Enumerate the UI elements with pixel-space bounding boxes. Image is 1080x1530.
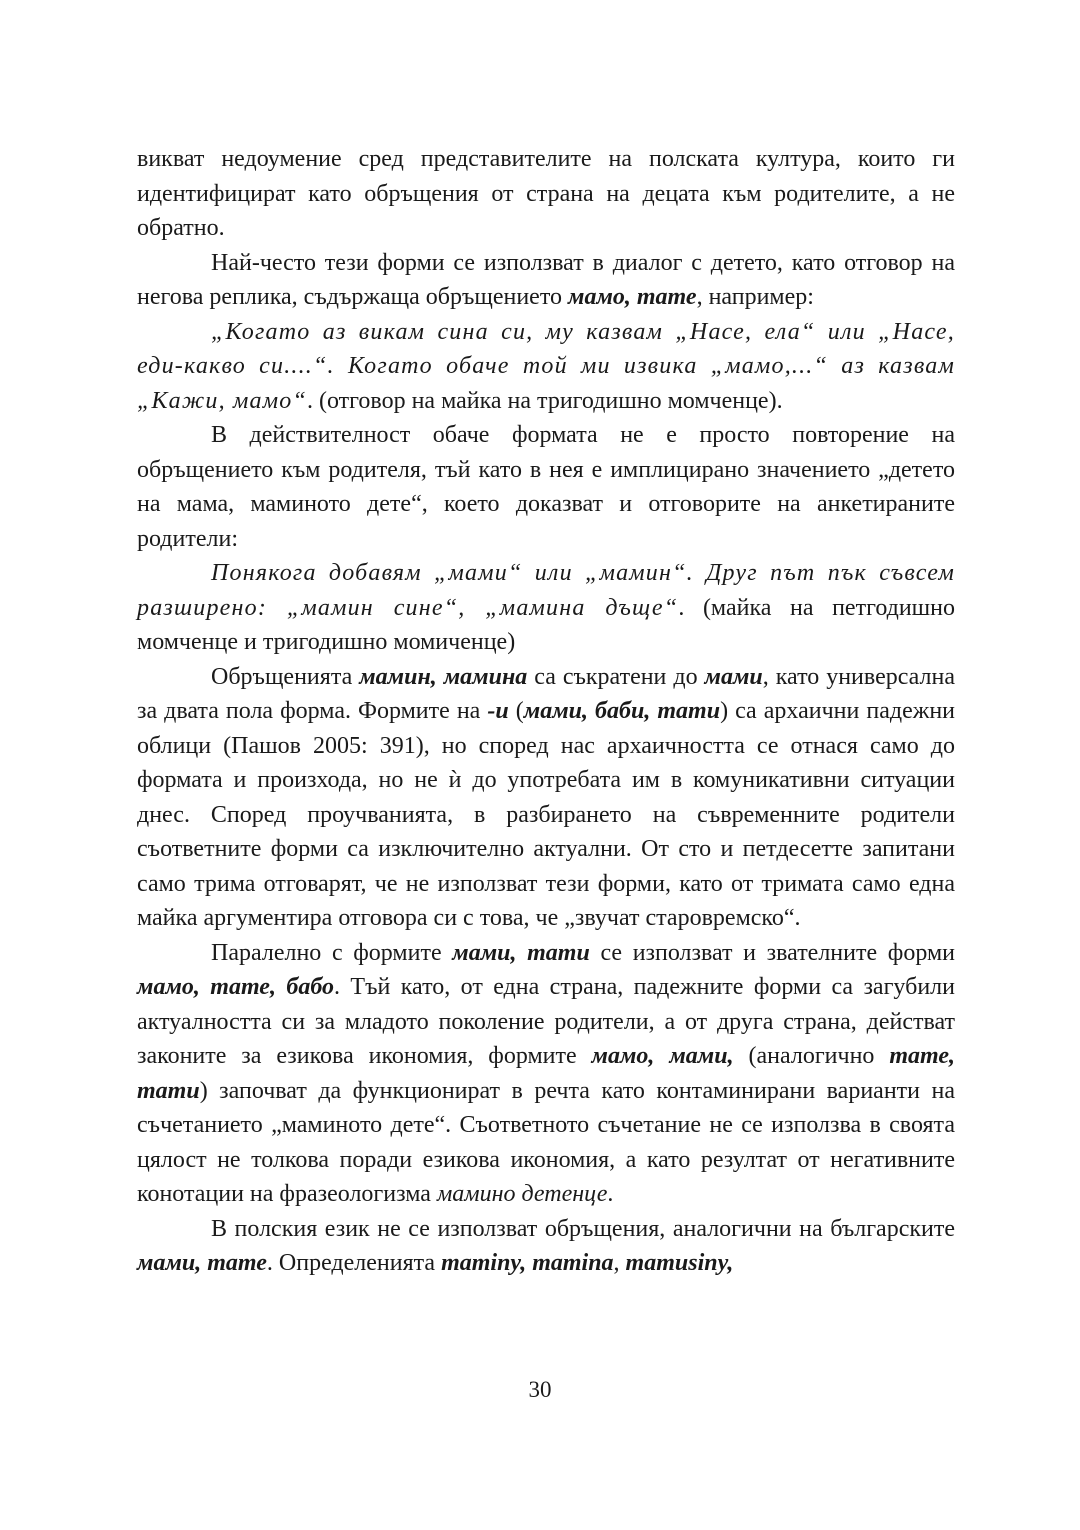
bold-italic-term: мамо, тате, бабо [137,974,335,1000]
text-run: , като универсална за двата пола форма. Формите на [137,663,956,724]
text-run: . [607,1181,614,1207]
text-run: ( [508,698,524,724]
body-text [137,142,955,1281]
text-run: Най-често тези форми се използват в диалог с детето, като отговор на негова реплика, съдържаща обръщението [137,249,955,310]
paragraph-1 [137,142,955,246]
paragraph-5-quote [137,556,955,660]
text-run: Обръщенията [211,663,360,690]
paragraph-4 [137,418,955,556]
text-run: . (майка на петгодишно момченце и тригодишно момиченце) [137,594,955,655]
paragraph-8 [137,1212,955,1281]
text-run: , [613,1250,626,1276]
bold-italic-term: мами [704,663,763,690]
bold-italic-term: mamusiny, [625,1250,734,1276]
text-run: В действителност обаче формата не е просто повторение на обръщението към родителя, тъй като в нея е имплицирано значението „детето на мама, маминото дете“, което доказват и отговорите на анкетираните родители: [137,422,955,552]
bold-italic-term: мамин, мамина [359,663,528,690]
italic-term: мамино детенце [436,1181,608,1207]
bold-italic-term: мамо, тате [568,284,697,310]
text-run: викват недоумение сред представителите на полската култура, които ги идентифицират като обръщения от страна на децата към родителите, а не обратно. [137,146,955,241]
text-run: . (отговор на майка на тригодишно момченце). [307,387,783,414]
bold-italic-term: мамо, мами, [591,1043,734,1069]
text-run: ) са архаични падежни облици (Пашов 2005: 391), но според нас архаичността се отнася само до формата и произхода, но не ѝ до употребата им в комуникативни ситуации днес. Според проучванията, в разбирането на съвременните родители съответните форми са изключително актуални. От сто и петдесетте запитани само трима отговарят, че не използват тези форми, като от тримата само една майка аргументира отговора си с това, че „звучат старовремско“. [137,698,956,931]
italic-quote: Понякога добавям „мами“ или „мамин“. Друг път пък съвсем разширено: „мамин сине“, „мамина дъще“ [137,560,955,621]
bold-italic-term: мами, тати [452,939,590,966]
text-run: Паралелно с формите [211,939,453,966]
paragraph-2 [137,246,955,315]
italic-quote: „Когато аз викам сина си, му казвам „Насе, ела“ или „Насе, еди-какво си....“. Когато обаче той ми извика „мамо,...“ аз казвам „Кажи, мамо“ [137,318,955,414]
text-run: В полския език не се използват обръщения, аналогични на българските [211,1215,955,1242]
text-run: се използват и звателните форми [589,939,956,966]
text-run: , например: [696,284,814,310]
bold-italic-term: maminy, mamina [441,1250,614,1276]
bold-italic-term: тате, тати [137,1043,955,1104]
text-run: . Тъй като, от една страна, падежните форми са загубили актуалността си за младото поколение родители, а от друга страна, действат законите за езикова икономия, формите [137,974,955,1069]
bold-italic-term: мами, баби, тати [523,698,721,724]
page-number: 30 [528,1377,552,1402]
paragraph-3-quote [137,315,955,419]
text-run: . Определенията [266,1250,442,1276]
paragraph-7 [137,936,955,1212]
bold-italic-term: -и [487,698,509,724]
text-run: ) започват да функционират в речта като контаминирани варианти на съчетанието „маминото дете“. Съответното съчетание не се използва в своята цялост не толкова поради езикова икономия, а като резултат от негативните конотации на фразеологизма [137,1077,955,1207]
text-run: са съкратени до [527,663,705,690]
bold-italic-term: мами, тате [137,1250,267,1276]
text-run: (аналогично [733,1043,890,1069]
paragraph-6 [137,660,955,936]
